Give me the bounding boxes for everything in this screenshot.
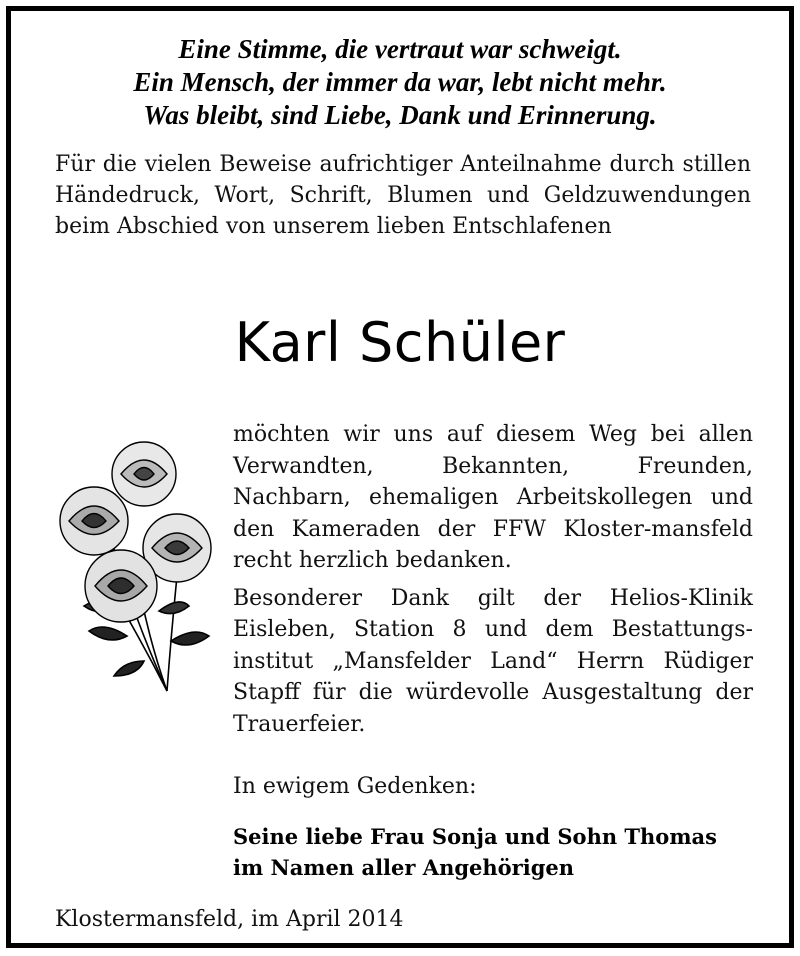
signers-line-1: Seine liebe Frau Sonja und Sohn Thomas [233, 824, 717, 849]
intro-text: Für die vielen Beweise aufrichtiger Anteilnahme durch stillen Händedruck, Wort, Schrift, Blumen und Geldzuwendungen beim Abschied von unserem lieben Entschlafenen [55, 152, 751, 239]
thanks-paragraph: möchten wir uns auf diesem Weg bei allen Verwandten, Bekannten, Freunden, Nachbarn, ehemaligen Arbeitskollegen und den Kameraden der FFW Kloster-mansfeld recht herzlich bedanken. [233, 422, 753, 573]
obituary-frame [6, 6, 794, 948]
thanks-section [233, 419, 753, 740]
signers [233, 821, 773, 883]
place-date: Klostermansfeld, im April 2014 [55, 907, 404, 932]
roses-illustration-icon [49, 436, 229, 696]
motto-line-1: Eine Stimme, die vertraut war schweigt. [178, 34, 622, 64]
special-thanks-paragraph: Besonderer Dank gilt der Helios-Klinik Eisleben, Station 8 und dem Bestattungs-institut „Mansfelder Land“ Herrn Rüdiger Stapff für die würdevolle Ausgestaltung der Trauerfeier. [233, 585, 753, 737]
motto-line-3: Was bleibt, sind Liebe, Dank und Erinnerung. [143, 100, 657, 130]
motto-line-2: Ein Mensch, der immer da war, lebt nicht mehr. [133, 67, 667, 97]
motto [11, 33, 789, 132]
memory-line: In ewigem Gedenken: [233, 774, 477, 799]
signers-line-2: im Namen aller Angehörigen [233, 855, 575, 880]
deceased-name: Karl Schüler [234, 311, 566, 374]
